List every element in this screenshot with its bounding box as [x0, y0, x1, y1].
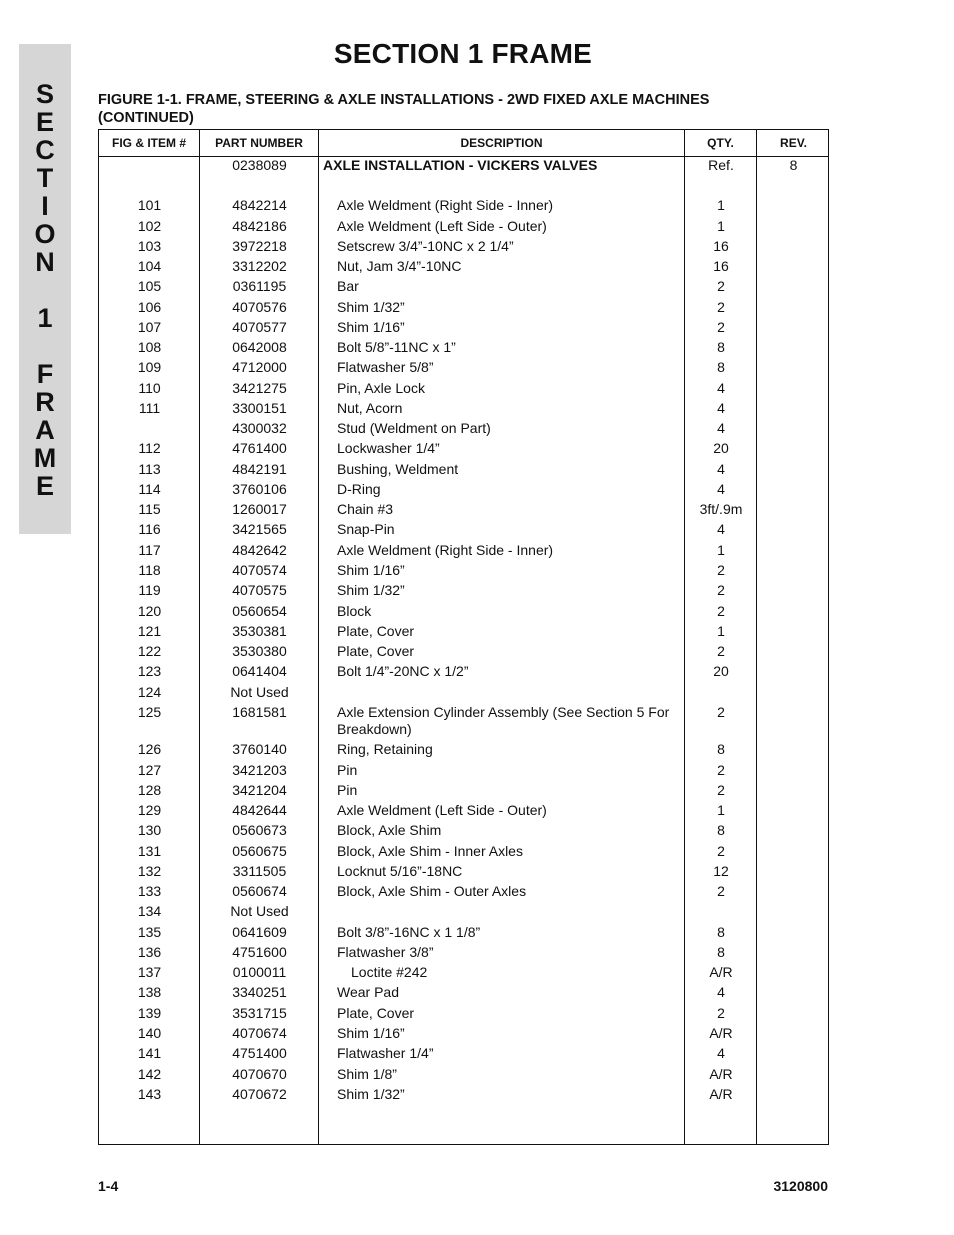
description-cell: Shim 1/32”	[337, 299, 405, 315]
description-cell: Nut, Acorn	[337, 400, 403, 416]
qty-cell: 8	[717, 339, 725, 355]
qty-cell: Ref.	[708, 157, 734, 173]
description-cell: Axle Weldment (Right Side - Inner)	[337, 542, 554, 558]
parts-table	[98, 129, 829, 1145]
item-number-cell: 129	[137, 802, 162, 818]
part-number-cell: Not Used	[230, 684, 289, 700]
qty-cell: A/R	[709, 1066, 733, 1082]
item-number-cell: 128	[137, 782, 162, 798]
description-cell: Loctite #242	[351, 964, 428, 980]
item-number-cell: 107	[137, 319, 162, 335]
description-cell: Shim 1/32”	[337, 582, 405, 598]
qty-cell: 16	[713, 238, 729, 254]
part-number-cell: 4842642	[232, 542, 287, 558]
qty-cell: 2	[717, 843, 725, 859]
description-cell: Stud (Weldment on Part)	[337, 420, 491, 436]
description-cell: Wear Pad	[337, 984, 399, 1000]
item-number-cell: 121	[137, 623, 162, 639]
qty-cell: 2	[717, 582, 725, 598]
description-cell: Flatwasher 3/8”	[337, 944, 434, 960]
description-cell: Ring, Retaining	[337, 741, 433, 757]
description-cell: Flatwasher 1/4”	[337, 1045, 434, 1061]
item-number-cell: 120	[137, 603, 162, 619]
part-number-cell: 3530380	[232, 643, 287, 659]
description-cell: Shim 1/8”	[337, 1066, 397, 1082]
qty-cell: 1	[717, 623, 725, 639]
description-cell: Setscrew 3/4”-10NC x 2 1/4”	[337, 238, 514, 254]
header-qty: QTY.	[707, 136, 734, 150]
item-number-cell: 102	[137, 218, 162, 234]
description-cell: Plate, Cover	[337, 643, 415, 659]
part-number-cell: 0560675	[232, 843, 287, 859]
side-tab-letter: M	[33, 443, 57, 473]
description-cell: Shim 1/16”	[337, 1025, 405, 1041]
side-tab-letter: S	[35, 79, 54, 109]
side-tab-letter: C	[35, 135, 55, 165]
item-number-cell: 142	[137, 1066, 162, 1082]
qty-cell: A/R	[709, 1086, 733, 1102]
item-number-cell: 139	[137, 1005, 162, 1021]
qty-cell: 8	[717, 924, 725, 940]
qty-cell: 4	[717, 1045, 725, 1061]
description-cell: Block, Axle Shim - Outer Axles	[337, 883, 527, 899]
item-number-cell: 134	[137, 903, 162, 919]
item-number-cell: 112	[138, 440, 161, 456]
part-number-cell: 4070674	[232, 1025, 287, 1041]
description-cell: Lockwasher 1/4”	[337, 440, 440, 456]
qty-cell: 2	[717, 278, 725, 294]
item-number-cell: 104	[137, 258, 162, 274]
part-number-cell: 0100011	[232, 964, 287, 980]
item-number-cell: 136	[137, 944, 162, 960]
qty-cell: A/R	[709, 964, 733, 980]
qty-cell: 8	[717, 944, 725, 960]
item-number-cell: 132	[137, 863, 162, 879]
item-number-cell: 110	[138, 380, 161, 396]
item-number-cell: 140	[137, 1025, 162, 1041]
qty-cell: 1	[717, 218, 725, 234]
part-number-cell: 3972218	[232, 238, 287, 254]
part-number-cell: 4751600	[232, 944, 287, 960]
part-number-cell: 3311505	[232, 863, 287, 879]
description-cell: Plate, Cover	[337, 623, 415, 639]
item-number-cell: 114	[138, 481, 161, 497]
qty-cell: 16	[713, 258, 729, 274]
side-tab-letter: 1	[37, 303, 53, 333]
qty-cell: 2	[717, 1005, 725, 1021]
part-number-cell: 0560674	[232, 883, 287, 899]
part-number-cell: 3421275	[232, 380, 287, 396]
description-cell: AXLE INSTALLATION - VICKERS VALVES	[323, 157, 598, 173]
part-number-cell: 4761400	[232, 440, 287, 456]
description-cell: Chain #3	[337, 501, 394, 517]
qty-cell: 4	[717, 984, 725, 1000]
qty-cell: 4	[717, 420, 725, 436]
side-tab-letter: N	[35, 247, 55, 277]
description-cell: Pin	[337, 782, 358, 798]
part-number-cell: 4842214	[232, 197, 287, 213]
description-cell: Locknut 5/16”-18NC	[337, 863, 463, 879]
qty-cell: 2	[717, 643, 725, 659]
qty-cell: 2	[717, 883, 725, 899]
part-number-cell: 0361195	[232, 278, 287, 294]
item-number-cell: 118	[138, 562, 161, 578]
description-cell: Shim 1/16”	[337, 562, 405, 578]
qty-cell: 2	[717, 299, 725, 315]
item-number-cell: 115	[138, 501, 161, 517]
qty-cell: 4	[717, 400, 725, 416]
qty-cell: 2	[717, 782, 725, 798]
part-number-cell: 3760106	[232, 481, 287, 497]
description-cell: D-Ring	[337, 481, 381, 497]
item-number-cell: 108	[137, 339, 162, 355]
qty-cell: 4	[717, 521, 725, 537]
description-cell: Axle Weldment (Left Side - Outer)	[337, 218, 547, 234]
qty-cell: 20	[713, 440, 729, 456]
description-cell: Axle Weldment (Right Side - Inner)	[337, 197, 554, 213]
part-number-cell: 3312202	[232, 258, 287, 274]
item-number-cell: 141	[137, 1045, 162, 1061]
description-cell: Block, Axle Shim - Inner Axles	[337, 843, 523, 859]
part-number-cell: 0642008	[232, 339, 287, 355]
part-number-cell: 0560673	[232, 822, 287, 838]
item-number-cell: 127	[137, 762, 162, 778]
side-tab-letter: T	[36, 163, 54, 193]
qty-cell: 8	[717, 822, 725, 838]
item-number-cell: 135	[137, 924, 162, 940]
qty-cell: 2	[717, 603, 725, 619]
description-cell: Axle Weldment (Left Side - Outer)	[337, 802, 547, 818]
part-number-cell: 3300151	[232, 400, 287, 416]
part-number-cell: 3531715	[232, 1005, 287, 1021]
header-item: FIG & ITEM #	[111, 136, 186, 150]
part-number-cell: 3421203	[232, 762, 287, 778]
part-number-cell: 0238089	[232, 157, 287, 173]
part-number-cell: 4842191	[232, 461, 287, 477]
header-description: DESCRIPTION	[460, 136, 543, 150]
description-cell: Axle Extension Cylinder Assembly (See Section 5 For Breakdown)	[337, 704, 670, 737]
description-cell: Bolt 1/4”-20NC x 1/2”	[337, 663, 469, 679]
description-cell: Pin, Axle Lock	[337, 380, 425, 396]
description-cell: Bolt 3/8”-16NC x 1 1/8”	[337, 924, 481, 940]
figure-title: FIGURE 1-1. FRAME, STEERING & AXLE INSTALLATIONS - 2WD FIXED AXLE MACHINES (CONTINUED)	[98, 92, 710, 126]
qty-cell: 8	[717, 741, 725, 757]
qty-cell: A/R	[709, 1025, 733, 1041]
description-cell: Bushing, Weldment	[337, 461, 459, 477]
part-number-cell: 3421204	[232, 782, 287, 798]
side-tab-letter: R	[35, 387, 55, 417]
side-tab-letter: E	[35, 107, 54, 137]
description-cell: Snap-Pin	[337, 521, 395, 537]
item-number-cell: 101	[137, 197, 162, 213]
description-cell: Flatwasher 5/8”	[337, 359, 434, 375]
part-number-cell: 4842644	[232, 802, 287, 818]
part-number-cell: 4712000	[232, 359, 287, 375]
item-number-cell: 133	[137, 883, 162, 899]
item-number-cell: 111	[138, 400, 161, 416]
description-cell: Block	[337, 603, 372, 619]
qty-cell: 12	[713, 863, 729, 879]
part-number-cell: Not Used	[230, 903, 289, 919]
item-number-cell: 124	[137, 684, 162, 700]
part-number-cell: 3760140	[232, 741, 287, 757]
item-number-cell: 106	[137, 299, 162, 315]
page-title: SECTION 1 FRAME	[333, 38, 593, 69]
rev-cell: 8	[789, 157, 798, 173]
item-number-cell: 103	[137, 238, 162, 254]
qty-cell: 8	[717, 359, 725, 375]
description-cell: Block, Axle Shim	[337, 822, 442, 838]
part-number-cell: 1260017	[232, 501, 287, 517]
item-number-cell: 119	[138, 582, 161, 598]
part-number-cell: 4070575	[232, 582, 287, 598]
header-rev: REV.	[780, 136, 807, 150]
description-cell: Pin	[337, 762, 358, 778]
part-number-cell: 4751400	[232, 1045, 287, 1061]
part-number-cell: 0641404	[232, 663, 287, 679]
part-number-cell: 4070576	[232, 299, 287, 315]
part-number-cell: 3421565	[232, 521, 287, 537]
description-cell: Plate, Cover	[337, 1005, 415, 1021]
part-number-cell: 4070577	[232, 319, 287, 335]
side-tab-letters	[19, 80, 71, 500]
description-cell: Shim 1/16”	[337, 319, 405, 335]
item-number-cell: 125	[137, 704, 162, 720]
item-number-cell: 137	[137, 964, 162, 980]
part-number-cell: 4070672	[232, 1086, 287, 1102]
item-number-cell: 126	[137, 741, 162, 757]
side-tab-letter: E	[35, 471, 54, 501]
side-tab-letter: O	[34, 219, 56, 249]
part-number-cell: 4070574	[232, 562, 287, 578]
item-number-cell: 131	[137, 843, 162, 859]
qty-cell: 2	[717, 762, 725, 778]
item-number-cell: 122	[137, 643, 162, 659]
qty-cell: 2	[717, 319, 725, 335]
part-number-cell: 1681581	[232, 704, 287, 720]
qty-cell: 2	[717, 704, 725, 720]
section-side-tab	[19, 44, 71, 534]
description-cell: Nut, Jam 3/4”-10NC	[337, 258, 462, 274]
item-number-cell: 130	[137, 822, 162, 838]
part-number-cell: 3340251	[232, 984, 287, 1000]
part-number-cell: 0641609	[232, 924, 287, 940]
item-number-cell: 113	[138, 461, 161, 477]
header-part-number: PART NUMBER	[215, 136, 303, 150]
description-cell: Shim 1/32”	[337, 1086, 405, 1102]
item-number-cell: 117	[138, 542, 161, 558]
side-tab-letter: I	[41, 191, 49, 221]
qty-cell: 3ft/.9m	[699, 501, 743, 517]
qty-cell: 1	[717, 542, 725, 558]
part-number-cell: 4070670	[232, 1066, 287, 1082]
part-number-cell: 4300032	[232, 420, 287, 436]
part-number-cell: 4842186	[232, 218, 287, 234]
description-cell: Bar	[337, 278, 359, 294]
qty-cell: 1	[717, 802, 725, 818]
side-tab-letter: A	[35, 415, 55, 445]
item-number-cell: 116	[138, 521, 161, 537]
item-number-cell: 138	[137, 984, 162, 1000]
item-number-cell: 143	[137, 1086, 162, 1102]
item-number-cell: 105	[137, 278, 162, 294]
qty-cell: 4	[717, 380, 725, 396]
item-number-cell: 109	[137, 359, 162, 375]
description-cell: Bolt 5/8”-11NC x 1”	[337, 339, 456, 355]
item-number-cell: 123	[137, 663, 162, 679]
qty-cell: 4	[717, 461, 725, 477]
doc-number: 3120800	[773, 1178, 828, 1194]
side-tab-letter: F	[36, 359, 54, 389]
page-number: 1-4	[98, 1178, 119, 1194]
part-number-cell: 0560654	[232, 603, 287, 619]
qty-cell: 4	[717, 481, 725, 497]
qty-cell: 1	[717, 197, 725, 213]
qty-cell: 2	[717, 562, 725, 578]
part-number-cell: 3530381	[232, 623, 287, 639]
qty-cell: 20	[713, 663, 729, 679]
